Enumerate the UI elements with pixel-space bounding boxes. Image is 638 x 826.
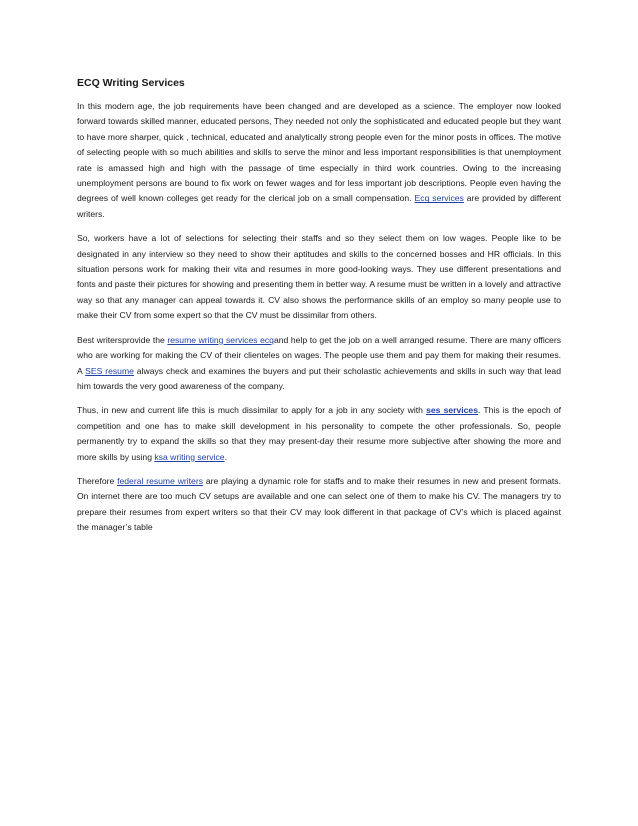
ses-resume-link[interactable]: SES resume: [85, 365, 134, 376]
paragraph-2: So, workers have a lot of selections for selecting their staffs and so they select them on low wages. People like to be designated in any interview so they need to show their aptitudes and skills to the concerned bosses and HR officials. In this situation persons work for making their vita and resumes in more good-looking ways. They use different presentations and fonts and paste their pictures for showing and presenting them in better way. A resume must be written in a lovely and attractive way so that any manager can appeal towards it. CV also shows the performance skills of an employ so many people use to make their CV from some expert so that the CV must be dissimilar from others.: [77, 233, 561, 321]
paragraph-5-before: Therefore: [77, 475, 118, 486]
paragraph-5-after: are playing a dynamic role for staffs and to make their resumes in new and present formats. On internet there are too much CV setups are available and one can select one of them to make his CV. The managers try to prepare their resumes from expert writers so that their CV may look different in that package of CV’s which is placed against the manager’s table: [77, 475, 561, 533]
paragraph-4: [77, 403, 561, 465]
document-title: ECQ Writing Services: [77, 77, 185, 89]
paragraph-3-before: Best writersprovide the: [77, 334, 168, 345]
ecq-services-link[interactable]: Ecq services: [414, 193, 464, 204]
document-body: [77, 76, 561, 545]
paragraph-3-mid: and help to get the job on a well arranged resume. There are many officers who are working for making the CV of their clienteles on wages. The people use them and pay them for making their resumes. A: [77, 334, 561, 376]
paragraph-3: [77, 333, 561, 395]
ksa-writing-service-link[interactable]: ksa writing service: [154, 451, 225, 462]
paragraph-1: [77, 99, 561, 222]
paragraph-1-after: are provided by different writers.: [77, 193, 561, 219]
paragraph-1-text: In this modern age, the job requirements have been changed and are developed as a science. The employer now looked forward towards skilled manner, educated persons, They needed not only the sophisticated and educated people but they want to have more sharper, quick , technical, educated and analytically strong people even for the minor posts in offices. The motive of selecting people with so much abilities and skills to serve the minor and less important responsibilities is that unemployment rate is amassed high and high with the passage of time especially in third work countries. Owing to the increasing unemployment persons are bound to fix work on fewer wages and for less important job descriptions. People even having the degrees of well known colleges get ready for the clerical job on a small compensation.: [77, 101, 561, 204]
ses-services-link[interactable]: ses services: [426, 405, 478, 416]
paragraph-4-mid: . This is the epoch of competition and one has to make skill development in his personality to compete the other professionals. So, people permanently try to expand the skills so that they may present-day their resume more subjective after showing the more and more skills by using: [77, 405, 561, 462]
paragraph-4-before: Thus, in new and current life this is much dissimilar to apply for a job in any society with: [77, 405, 427, 416]
paragraph-3-after: always check and examines the buyers and put their scholastic achievements and skills in such way that lead him towards the very good awareness of the company.: [77, 365, 561, 391]
resume-writing-services-ecq-link[interactable]: resume writing services ecq: [167, 334, 274, 345]
paragraph-4-after: .: [224, 451, 227, 462]
paragraph-5: [77, 474, 561, 536]
federal-resume-writers-link[interactable]: federal resume writers: [117, 475, 203, 486]
